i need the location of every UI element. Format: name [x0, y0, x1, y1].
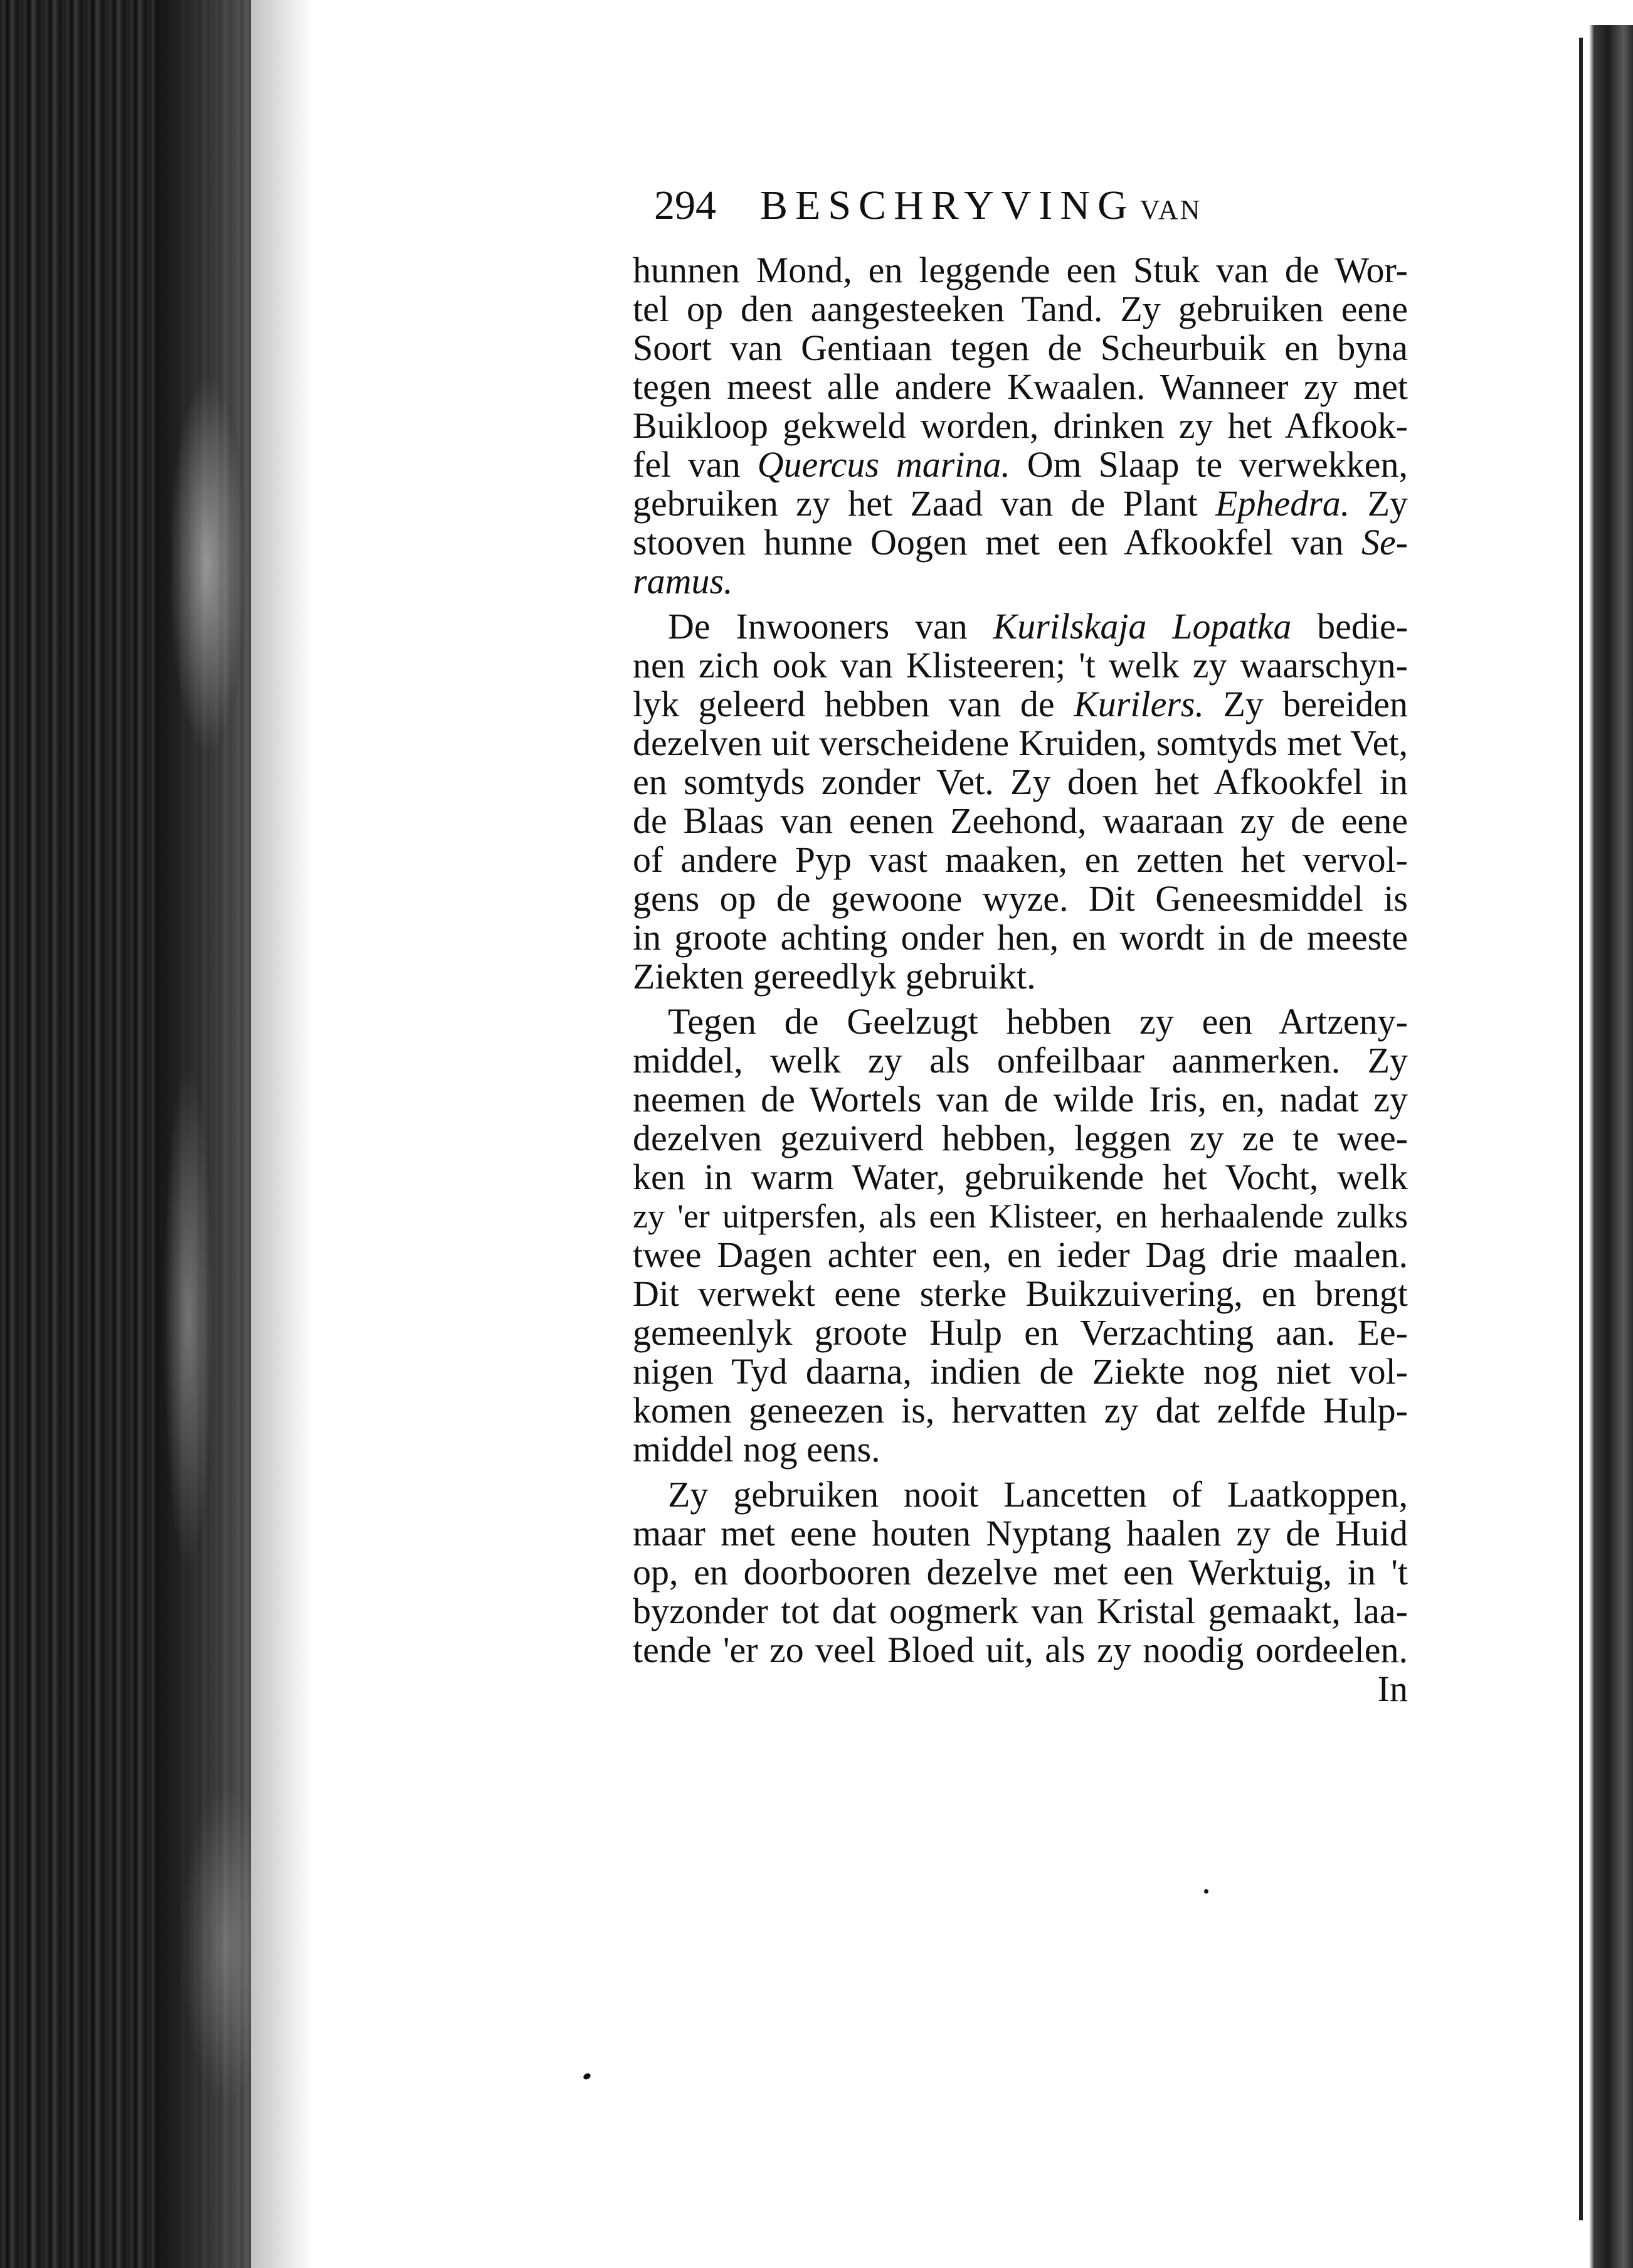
text-line: Ziekten gereedlyk gebruikt. — [633, 956, 1036, 997]
running-head-title: BESCHRYVING — [760, 183, 1135, 228]
text-line: ken in warm Water, gebruikende het Vocht, welk — [633, 1157, 1408, 1197]
text-line: dezelven gezuiverd hebben, leggen zy ze te wee- — [633, 1118, 1408, 1158]
text-line: fel van Quercus marina. Om Slaap te verwekken, — [633, 444, 1408, 485]
text-line: gemeenlyk groote Hulp en Verzachting aan. Ee- — [633, 1312, 1408, 1353]
italic-text: Kurilskaja Lopatka — [993, 606, 1292, 647]
text-block — [618, 144, 1427, 1838]
text-line: Dit verwekt eene sterke Buikzuivering, en brengt — [633, 1273, 1408, 1314]
text-line: tegen meest alle andere Kwaalen. Wanneer zy met — [633, 366, 1408, 407]
ink-speck — [583, 2072, 592, 2081]
text-line: nigen Tyd daarna, indien de Ziekte nog niet vol- — [633, 1351, 1408, 1392]
binding-wear — [0, 0, 263, 2268]
text-line: Zy gebruiken nooit Lancetten of Laatkoppen, — [668, 1474, 1408, 1515]
text-line: de Blaas van eenen Zeehond, waaraan zy de eene — [633, 800, 1408, 841]
text-line: gens op de gewoone wyze. Dit Geneesmiddel is — [633, 878, 1408, 919]
text-line: zy 'er uitpersfen, als een Klisteer, en herhaalende zulks — [633, 1197, 1408, 1235]
text-line: gebruiken zy het Zaad van de Plant Ephedra. Zy — [633, 483, 1408, 524]
page-right-edge-line — [1579, 38, 1583, 2220]
text-line: nen zich ook van Klisteeren; 't welk zy waarschyn- — [633, 645, 1408, 686]
italic-text: Kurilers. — [1074, 684, 1204, 724]
text-line: hunnen Mond, en leggende een Stuk van de Wor- — [633, 250, 1408, 290]
text-line: maar met eene houten Nyptang haalen zy de Huid — [633, 1513, 1408, 1554]
text-line: lyk geleerd hebben van de Kurilers. Zy bereiden — [633, 684, 1408, 724]
text-line: Soort van Gentiaan tegen de Scheurbuik en byna — [633, 327, 1408, 368]
text-line: tende 'er zo veel Bloed uit, als zy noodig oordeelen. — [633, 1629, 1408, 1670]
text-line: Buikloop gekweld worden, drinken zy het Afkook- — [633, 405, 1408, 446]
ink-speck — [1203, 1889, 1210, 1895]
text-line: dezelven uit verscheidene Kruiden, somtyds met Vet, — [633, 723, 1408, 763]
italic-text: Quercus marina. — [757, 444, 1010, 485]
text-line: in groote achting onder hen, en wordt in de meeste — [633, 917, 1408, 958]
running-head-suffix: VAN — [1139, 194, 1202, 225]
catchword: In — [1377, 1668, 1408, 1709]
text-line: tel op den aangesteeken Tand. Zy gebruiken eene — [633, 289, 1408, 329]
text-line: twee Dagen achter een, en ieder Dag drie maalen. — [633, 1234, 1408, 1275]
text-line: of andere Pyp vast maaken, en zetten het vervol- — [633, 839, 1408, 880]
text-line: en somtyds zonder Vet. Zy doen het Afkookfel in — [633, 761, 1408, 802]
page-right-edge — [1589, 25, 1633, 2268]
running-head — [654, 168, 1356, 243]
italic-text: ramus. — [633, 561, 733, 601]
text-line: Tegen de Geelzugt hebben zy een Artzeny- — [668, 1001, 1408, 1042]
text-line: middel, welk zy als onfeilbaar aanmerken. Zy — [633, 1040, 1408, 1081]
italic-text: Se- — [1361, 522, 1408, 563]
page-number: 294 — [654, 183, 716, 228]
text-line: byzonder tot dat oogmerk van Kristal gemaakt, laa- — [633, 1591, 1408, 1631]
text-line: middel nog eens. — [633, 1429, 880, 1470]
text-line: op, en doorbooren dezelve met een Werktuig, in 't — [633, 1552, 1408, 1592]
text-line: stooven hunne Oogen met een Afkookfel van Se- — [633, 522, 1408, 563]
text-line: neemen de Wortels van de wilde Iris, en, nadat zy — [633, 1079, 1408, 1120]
text-line — [633, 562, 1408, 601]
text-line: De Inwooners van Kurilskaja Lopatka bedie- — [668, 606, 1408, 647]
text-line: komen geneezen is, hervatten zy dat zelfde Hulp- — [633, 1390, 1408, 1431]
italic-text: Ephedra. — [1215, 483, 1350, 524]
